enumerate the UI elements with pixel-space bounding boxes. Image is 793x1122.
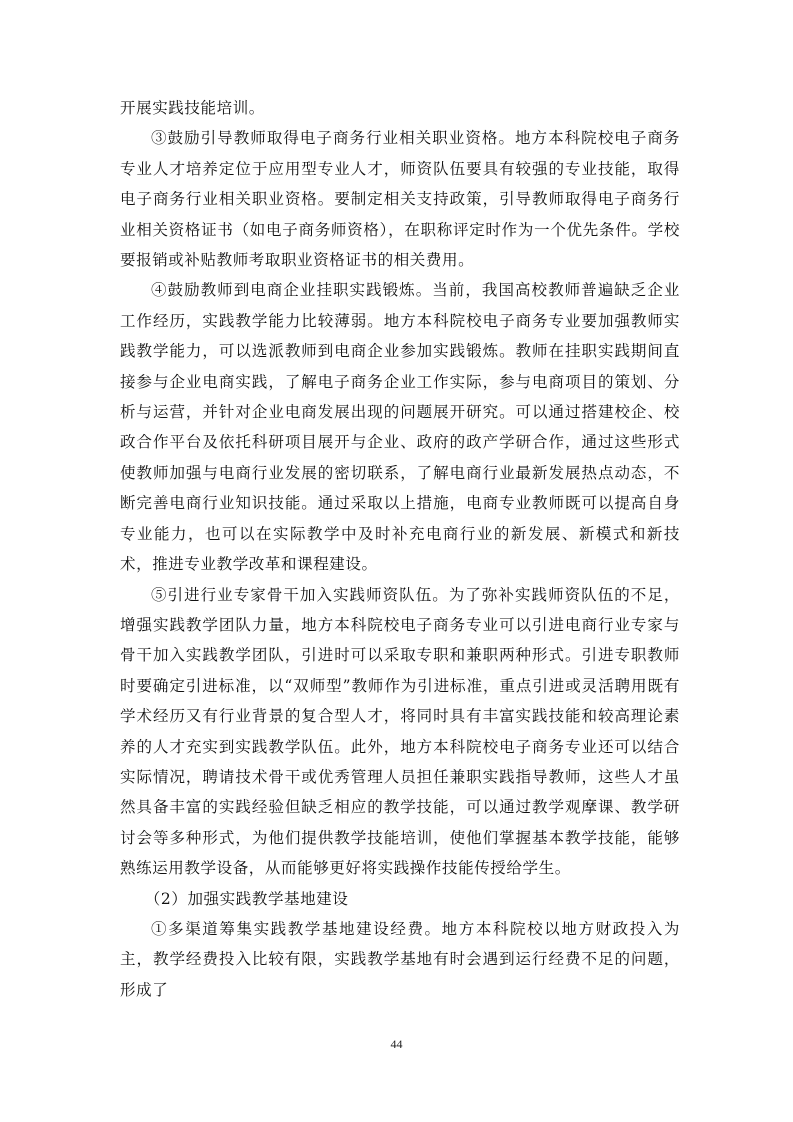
paragraph-continuation: 开展实践技能培训。 — [120, 99, 265, 117]
body-text — [120, 93, 680, 1005]
paragraph-industry-experts: ⑤引进行业专家骨干加入实践师资队伍。为了弥补实践师资队伍的不足，增强实践教学团队力量，地方本科院校电子商务专业可以引进电商行业专家与骨干加入实践教学团队，引进时可以采取专职和兼职两种形式。引进专职教师时要确定引进标准，以“双师型”教师作为引进标准，重点引进或灵活聘用既有学术经历又有行业背景的复合型人才，将同时具有丰富实践技能和较高理论素养的人才充实到实践教学队伍。此外，地方本科院校电子商务专业还可以结合实际情况，聘请技术骨干或优秀管理人员担任兼职实践指导教师，这些人才虽然具备丰富的实践经验但缺乏相应的教学技能，可以通过教学观摩课、教学研讨会等多种形式，为他们提供教学技能培训，使他们掌握基本教学技能，能够熟练运用教学设备，从而能够更好将实践操作技能传授给学生。 — [120, 585, 680, 878]
section-heading-practice-base: （2）加强实践教学基地建设 — [144, 889, 349, 908]
paragraph-enterprise-practice: ④鼓励教师到电商企业挂职实践锻炼。当前，我国高校教师普遍缺乏企业工作经历，实践教学能力比较薄弱。地方本科院校电子商务专业要加强教师实践教学能力，可以选派教师到电商企业参加实践锻炼。教师在挂职实践期间直接参与企业电商实践，了解电子商务企业工作实际，参与电商项目的策划、分析与运营，并针对企业电商发展出现的问题展开研究。可以通过搭建校企、校政合作平台及依托科研项目展开与企业、政府的政产学研合作，通过这些形式使教师加强与电商行业发展的密切联系，了解电商行业最新发展热点动态，不断完善电商行业知识技能。通过采取以上措施，电商专业教师既可以提高自身专业能力，也可以在实际教学中及时补充电商行业的新发展、新模式和新技术，推进专业教学改革和课程建设。 — [120, 281, 680, 574]
page-number: 44 — [390, 1037, 403, 1051]
paragraph-funding: ①多渠道筹集实践教学基地建设经费。地方本科院校以地方财政投入为主，教学经费投入比较有限，实践教学基地有时会遇到运行经费不足的问题，形成了 — [120, 919, 680, 999]
paragraph-teacher-qualification: ③鼓励引导教师取得电子商务行业相关职业资格。地方本科院校电子商务专业人才培养定位于应用型专业人才，师资队伍要具有较强的专业技能，取得电子商务行业相关职业资格。要制定相关支持政策，引导教师取得电子商务行业相关资格证书（如电子商务师资格），在职称评定时作为一个优先条件。学校要报销或补贴教师考取职业资格证书的相关费用。 — [120, 129, 680, 270]
